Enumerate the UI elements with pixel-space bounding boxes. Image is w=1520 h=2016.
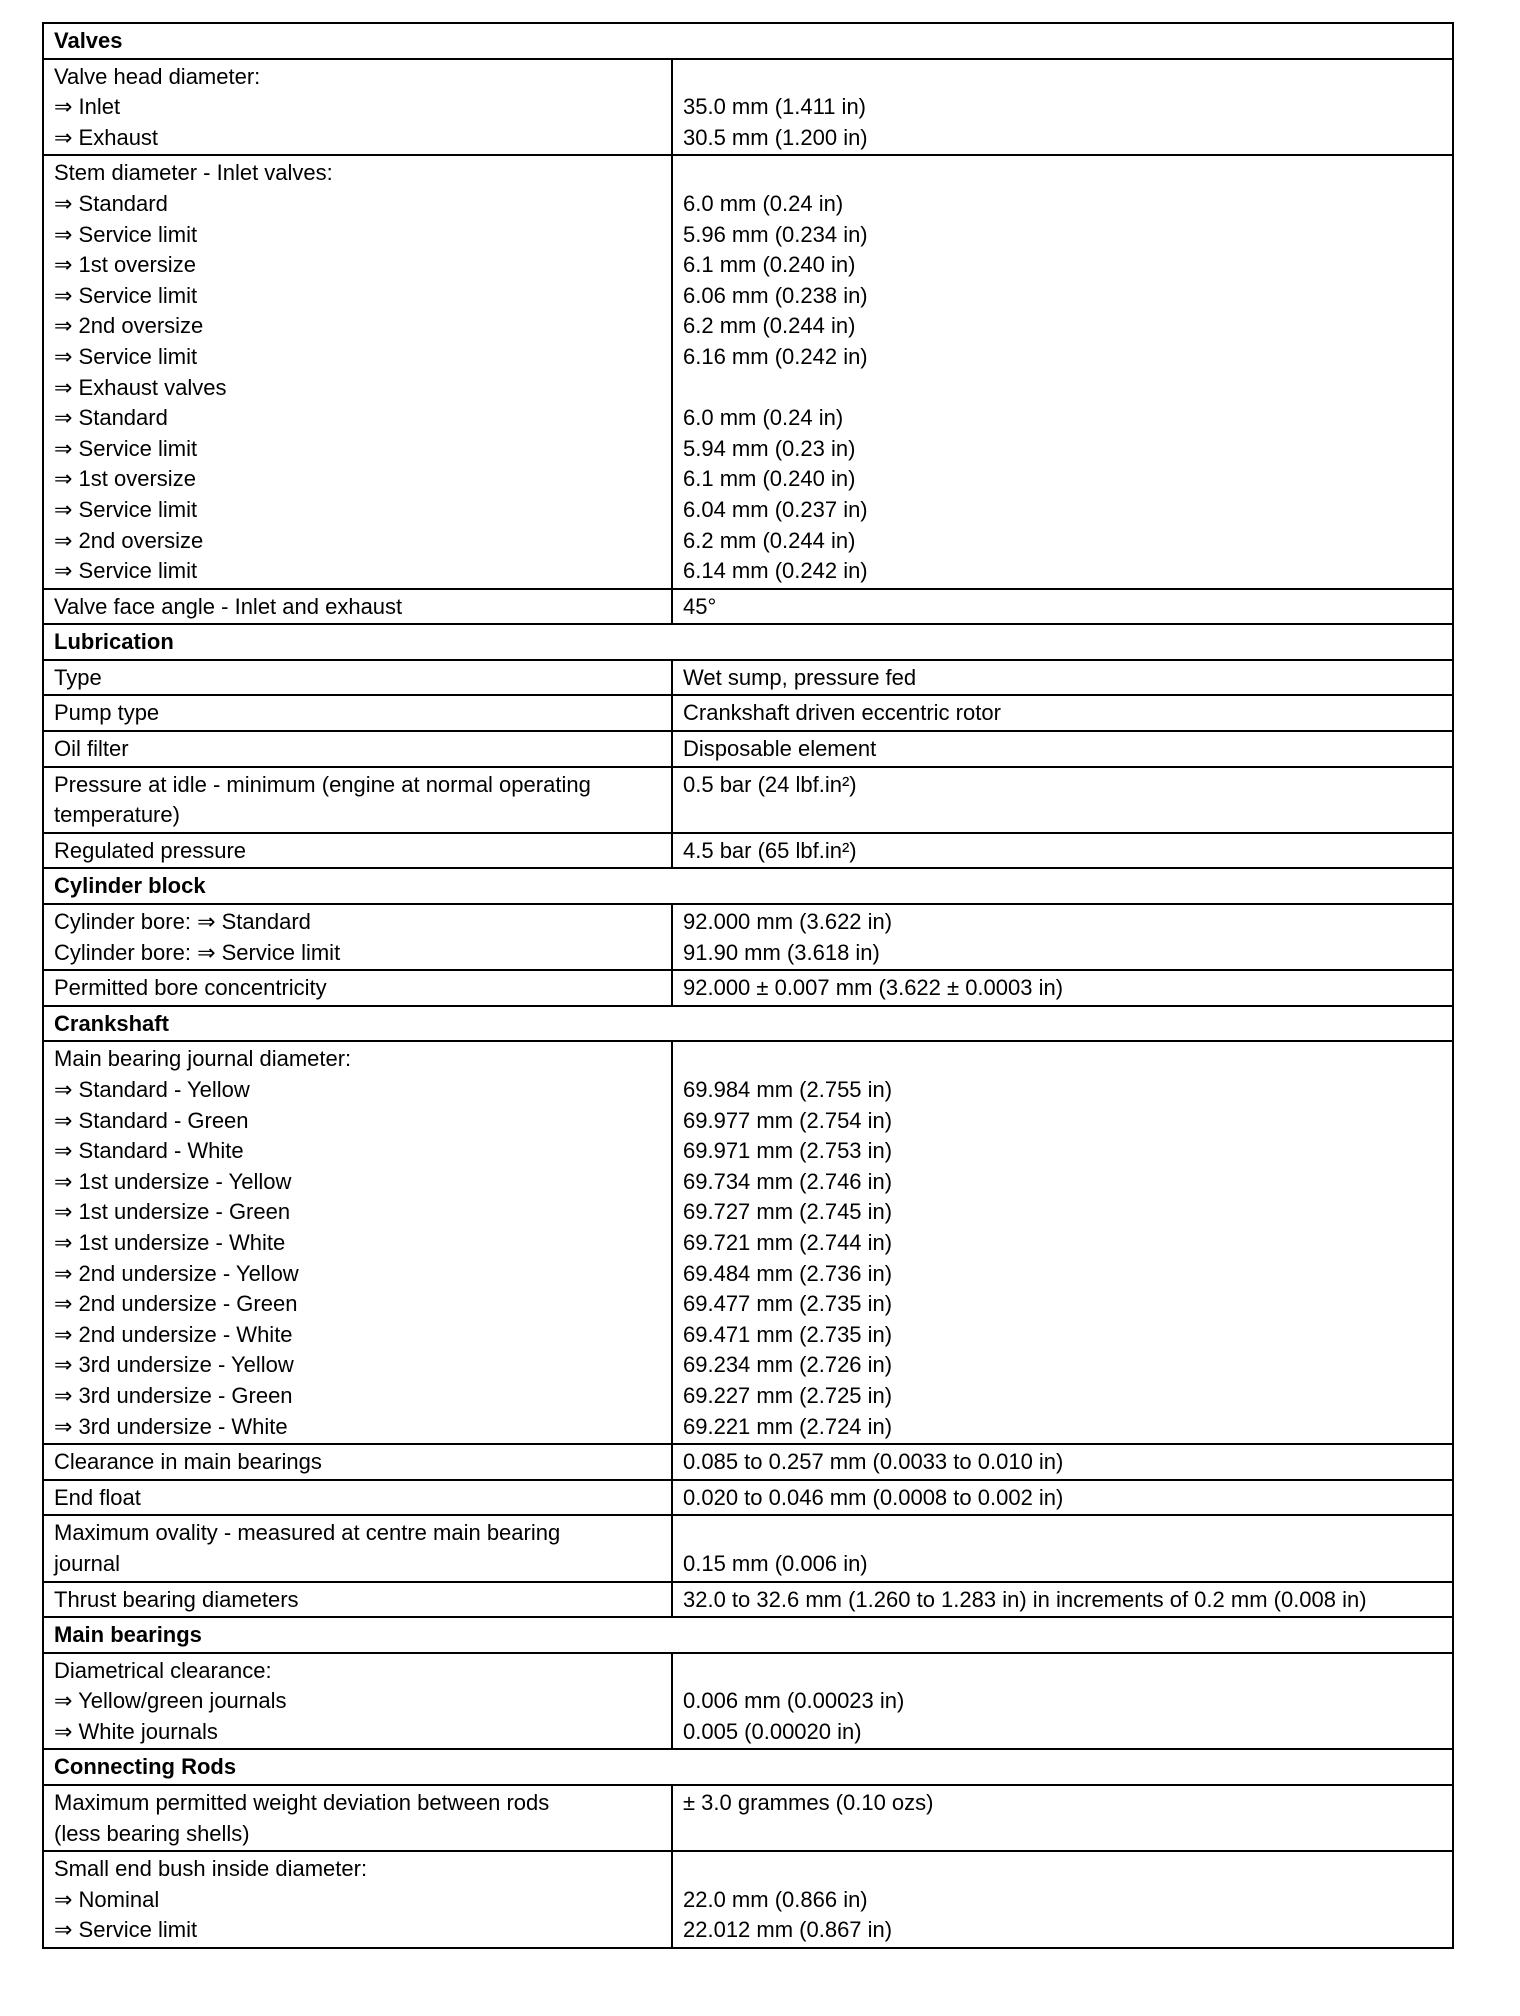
spec-label: Stem diameter - Inlet valves: [54,160,333,186]
spec-label: Valve head diameter: [54,63,261,89]
spec-value-cell [672,1653,1453,1750]
spec-value-cell [672,904,1453,970]
spec-label: ⇒ 2nd oversize [54,527,204,553]
spec-label: ⇒ Inlet [54,94,121,120]
spec-row [43,1444,1453,1480]
spec-value: 0.15 mm (0.006 in) [683,1550,868,1576]
spec-value: 6.04 mm (0.237 in) [683,496,868,522]
spec-value: 91.90 mm (3.618 in) [683,939,880,965]
spec-label-cell [43,1041,672,1444]
spec-value: 5.94 mm (0.23 in) [683,435,856,461]
spec-value: 0.085 to 0.257 mm (0.0033 to 0.010 in) [683,1449,1064,1475]
section-header-row [43,1006,1453,1042]
section-header-row [43,624,1453,660]
spec-value: 69.977 mm (2.754 in) [683,1107,893,1133]
spec-value: 69.234 mm (2.726 in) [683,1352,893,1378]
spec-label-cell [43,1851,672,1948]
spec-value: 69.984 mm (2.755 in) [683,1077,893,1102]
section-header-row [43,23,1453,59]
spec-value: 35.0 mm (1.411 in) [683,94,867,120]
spec-value: 69.471 mm (2.735 in) [683,1321,893,1347]
spec-value: Disposable element [683,736,877,762]
spec-label: ⇒ Standard [54,190,168,216]
spec-row [43,660,1453,696]
spec-label: Main bearing journal diameter: [54,1046,352,1072]
spec-value: 0.5 bar (24 lbf.in²) [683,771,857,797]
spec-label-cell [43,1444,672,1480]
spec-label: ⇒ Service limit [54,558,198,584]
spec-value: 6.1 mm (0.240 in) [683,466,856,492]
spec-label-cell [43,833,672,869]
spec-value: 92.000 ± 0.007 mm (3.622 ± 0.0003 in) [683,975,1064,1001]
spec-value: Wet sump, pressure fed [683,664,917,690]
spec-label: ⇒ 3rd undersize - Green [54,1382,293,1408]
spec-value [683,158,1442,189]
section-title: Crankshaft [43,1006,1453,1042]
spec-label: Pressure at idle - minimum (engine at normal operating [54,771,591,797]
spec-label-cell [43,731,672,767]
spec-value-cell [672,731,1453,767]
section-header-row [43,868,1453,904]
section-title: Lubrication [43,624,1453,660]
spec-row [43,1041,1453,1444]
spec-value: ± 3.0 grammes (0.10 ozs) [683,1790,934,1816]
spec-label: ⇒ 1st oversize [54,466,196,492]
spec-value: 0.020 to 0.046 mm (0.0008 to 0.002 in) [683,1484,1064,1510]
spec-value [683,1044,1442,1075]
spec-value: 0.005 (0.00020 in) [683,1718,862,1744]
spec-label: ⇒ 1st oversize [54,252,196,278]
spec-value [683,62,1442,93]
spec-label-cell [43,59,672,156]
spec-label: ⇒ Service limit [54,221,198,247]
spec-value: Crankshaft driven eccentric rotor [683,700,1001,726]
spec-row [43,1785,1453,1851]
spec-value: 69.734 mm (2.746 in) [683,1168,893,1194]
spec-value: 69.727 mm (2.745 in) [683,1199,893,1225]
spec-label-cell [43,1480,672,1516]
section-title: Cylinder block [43,868,1453,904]
spec-value: 69.484 mm (2.736 in) [683,1260,893,1286]
spec-value-cell [672,1480,1453,1516]
spec-value-cell [672,970,1453,1006]
section-title: Main bearings [43,1617,1453,1653]
spec-value: 5.96 mm (0.234 in) [683,221,868,247]
spec-row [43,767,1453,833]
spec-value-cell [672,155,1453,588]
spec-label: temperature) [54,802,180,828]
spec-value-cell [672,1444,1453,1480]
spec-value: 69.971 mm (2.753 in) [683,1138,893,1164]
spec-value: 69.721 mm (2.744 in) [683,1229,893,1255]
spec-label: ⇒ 2nd undersize - Green [54,1291,298,1317]
spec-label: ⇒ Service limit [54,496,198,522]
spec-value: 6.2 mm (0.244 in) [683,527,856,553]
spec-label-cell [43,1515,672,1581]
spec-label: ⇒ Yellow/green journals [54,1688,287,1714]
spec-value: 69.227 mm (2.725 in) [683,1382,893,1408]
spec-label: ⇒ Service limit [54,343,198,369]
spec-label: ⇒ Standard - White [54,1138,244,1164]
spec-value-cell [672,1851,1453,1948]
spec-label: Cylinder bore: ⇒ Standard [54,909,311,935]
spec-label-cell [43,970,672,1006]
spec-row [43,1582,1453,1618]
spec-row [43,1480,1453,1516]
spec-row [43,970,1453,1006]
spec-label: Oil filter [54,736,129,762]
spec-row [43,59,1453,156]
spec-label: ⇒ 2nd undersize - Yellow [54,1260,299,1286]
spec-label: journal [54,1550,121,1576]
section-title: Connecting Rods [43,1749,1453,1785]
spec-label-cell [43,1653,672,1750]
spec-value: 30.5 mm (1.200 in) [683,124,868,150]
spec-label: ⇒ 3rd undersize - White [54,1413,288,1439]
spec-label: ⇒ 3rd undersize - Yellow [54,1352,294,1378]
spec-value: 6.06 mm (0.238 in) [683,282,868,308]
spec-value [683,1656,1442,1687]
spec-value-cell [672,59,1453,156]
spec-label: ⇒ 1st undersize - White [54,1229,286,1255]
spec-label: Cylinder bore: ⇒ Service limit [54,939,341,965]
spec-label: ⇒ Standard [54,405,168,431]
spec-row [43,731,1453,767]
spec-value: 92.000 mm (3.622 in) [683,909,893,935]
spec-label: (less bearing shells) [54,1820,250,1846]
spec-label: ⇒ 1st undersize - Green [54,1199,291,1225]
spec-value: 32.0 to 32.6 mm (1.260 to 1.283 in) in increments of 0.2 mm (0.008 in) [683,1586,1367,1612]
spec-value: 6.1 mm (0.240 in) [683,252,856,278]
spec-label-cell [43,1582,672,1618]
section-title: Valves [43,23,1453,59]
spec-label-cell [43,767,672,833]
spec-value: 69.221 mm (2.724 in) [683,1413,893,1439]
spec-label: ⇒ 2nd oversize [54,313,204,339]
spec-value-cell [672,833,1453,869]
spec-label-cell [43,904,672,970]
spec-value [683,1518,1442,1549]
spec-value: 22.012 mm (0.867 in) [683,1917,893,1943]
spec-value-cell [672,660,1453,696]
spec-row [43,833,1453,869]
spec-label: ⇒ Standard - Green [54,1107,249,1133]
spec-value: 45° [683,593,717,619]
spec-value: 6.16 mm (0.242 in) [683,343,868,369]
spec-label: ⇒ Standard - Yellow [54,1077,250,1102]
spec-label: ⇒ Service limit [54,435,198,461]
spec-row [43,1851,1453,1948]
spec-label: Small end bush inside diameter: [54,1856,368,1882]
spec-value-cell [672,1785,1453,1851]
spec-label: ⇒ 1st undersize - Yellow [54,1168,292,1194]
spec-row [43,1653,1453,1750]
spec-value: 6.14 mm (0.242 in) [683,558,868,584]
spec-label: Pump type [54,700,160,726]
spec-value: 6.2 mm (0.244 in) [683,313,856,339]
spec-value-cell [672,1582,1453,1618]
spec-label-cell [43,695,672,731]
spec-label: ⇒ White journals [54,1718,218,1744]
spec-label: ⇒ 2nd undersize - White [54,1321,293,1347]
spec-value-cell [672,1041,1453,1444]
spec-label: Maximum permitted weight deviation between rods [54,1790,550,1816]
spec-label-cell [43,1785,672,1851]
spec-value: 22.0 mm (0.866 in) [683,1886,868,1912]
spec-label: Type [54,664,102,690]
spec-label: ⇒ Exhaust valves [54,374,227,400]
spec-value-cell [672,589,1453,625]
spec-label: Permitted bore concentricity [54,975,327,1001]
spec-label: ⇒ Service limit [54,282,198,308]
spec-label-cell [43,155,672,588]
spec-value: 6.0 mm (0.24 in) [683,405,844,431]
section-header-row [43,1617,1453,1653]
specifications-table-body [43,23,1453,1948]
spec-value [683,1854,1442,1885]
spec-label-cell [43,589,672,625]
spec-value: 69.477 mm (2.735 in) [683,1291,893,1317]
spec-value-cell [672,1515,1453,1581]
spec-label: Diametrical clearance: [54,1657,272,1683]
spec-row [43,904,1453,970]
specifications-table [42,22,1454,1949]
spec-label: ⇒ Nominal [54,1886,160,1912]
spec-label: ⇒ Exhaust [54,124,159,150]
spec-label: Maximum ovality - measured at centre main bearing [54,1520,561,1546]
spec-value [683,373,1442,404]
spec-value-cell [672,767,1453,833]
spec-value: 4.5 bar (65 lbf.in²) [683,837,857,863]
spec-label: End float [54,1484,141,1510]
spec-label: ⇒ Service limit [54,1917,198,1943]
spec-value-cell [672,695,1453,731]
spec-label: Clearance in main bearings [54,1449,322,1475]
section-header-row [43,1749,1453,1785]
spec-label: Valve face angle - Inlet and exhaust [54,593,403,619]
spec-label-cell [43,660,672,696]
spec-label: Thrust bearing diameters [54,1586,299,1612]
spec-row [43,1515,1453,1581]
spec-label: Regulated pressure [54,837,247,863]
spec-row [43,155,1453,588]
spec-value: 6.0 mm (0.24 in) [683,190,844,216]
spec-row [43,589,1453,625]
spec-value: 0.006 mm (0.00023 in) [683,1688,905,1714]
spec-row [43,695,1453,731]
